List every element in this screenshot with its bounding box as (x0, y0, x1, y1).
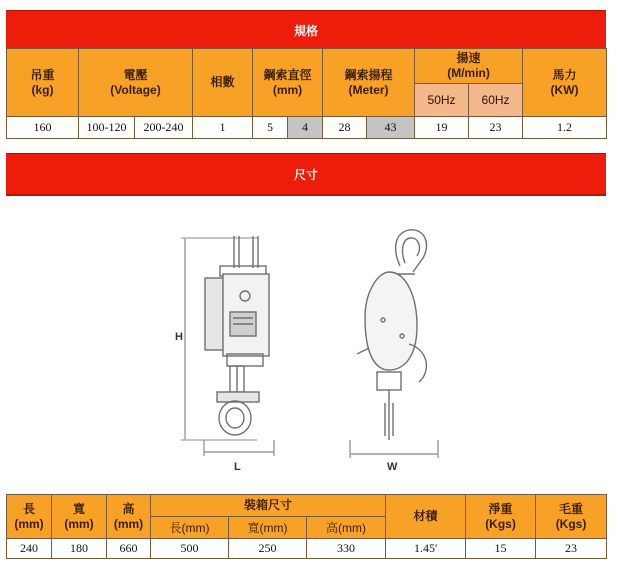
value-net-weight: 15 (466, 539, 536, 559)
dimension-w-label: W (387, 461, 398, 473)
header-speed: 揚速 (M/min) (415, 49, 523, 84)
value-load: 160 (7, 117, 79, 139)
value-rope-dia-b: 4 (288, 117, 323, 139)
spec-section-header (6, 10, 606, 51)
header-box-height: 高(mm) (307, 517, 386, 539)
header-width: 寬 (mm) (52, 495, 107, 539)
value-gross-weight: 23 (536, 539, 607, 559)
header-length: 長 (mm) (7, 495, 52, 539)
header-power: 馬力 (KW) (523, 49, 607, 117)
header-net-weight: 淨重 (Kgs) (466, 495, 536, 539)
header-height: 高 (mm) (107, 495, 151, 539)
dimension-l-label: L (234, 461, 241, 473)
value-phase: 1 (193, 117, 253, 139)
spec-table (6, 48, 607, 139)
value-rope-dia-a: 5 (253, 117, 288, 139)
header-50hz: 50Hz (415, 84, 469, 117)
header-gross-weight: 毛重 (Kgs) (536, 495, 607, 539)
dimensions-title: 尺寸 (293, 167, 318, 182)
value-box-width: 250 (229, 539, 307, 559)
hoist-diagram (117, 208, 456, 476)
header-rope-diameter: 鋼索直徑 (mm) (253, 49, 323, 117)
packing-table (6, 494, 607, 559)
value-rope-len-a: 28 (323, 117, 367, 139)
value-width: 180 (52, 539, 107, 559)
header-phase: 相數 (193, 49, 253, 117)
spec-title: 規格 (293, 23, 318, 38)
value-power: 1.2 (523, 117, 607, 139)
header-material: 材積 (386, 495, 466, 539)
value-length: 240 (7, 539, 52, 559)
value-speed-60: 23 (469, 117, 523, 139)
value-voltage-b: 200-240 (135, 117, 193, 139)
header-box-width: 寬(mm) (229, 517, 307, 539)
header-voltage: 電壓 (Voltage) (79, 49, 193, 117)
dimensions-section-header (6, 153, 606, 196)
value-rope-len-b: 43 (367, 117, 415, 139)
header-60hz: 60Hz (469, 84, 523, 117)
header-rope-length: 鋼索揚程 (Meter) (323, 49, 415, 117)
header-box-length: 長(mm) (151, 517, 229, 539)
value-voltage-a: 100-120 (79, 117, 135, 139)
header-box-size: 裝箱尺寸 (151, 495, 386, 517)
value-box-height: 330 (307, 539, 386, 559)
value-height: 660 (107, 539, 151, 559)
dimension-h-label: H (175, 331, 183, 343)
value-speed-50: 19 (415, 117, 469, 139)
value-material: 1.45' (386, 539, 466, 559)
header-load: 吊重 (kg) (7, 49, 79, 117)
value-box-length: 500 (151, 539, 229, 559)
